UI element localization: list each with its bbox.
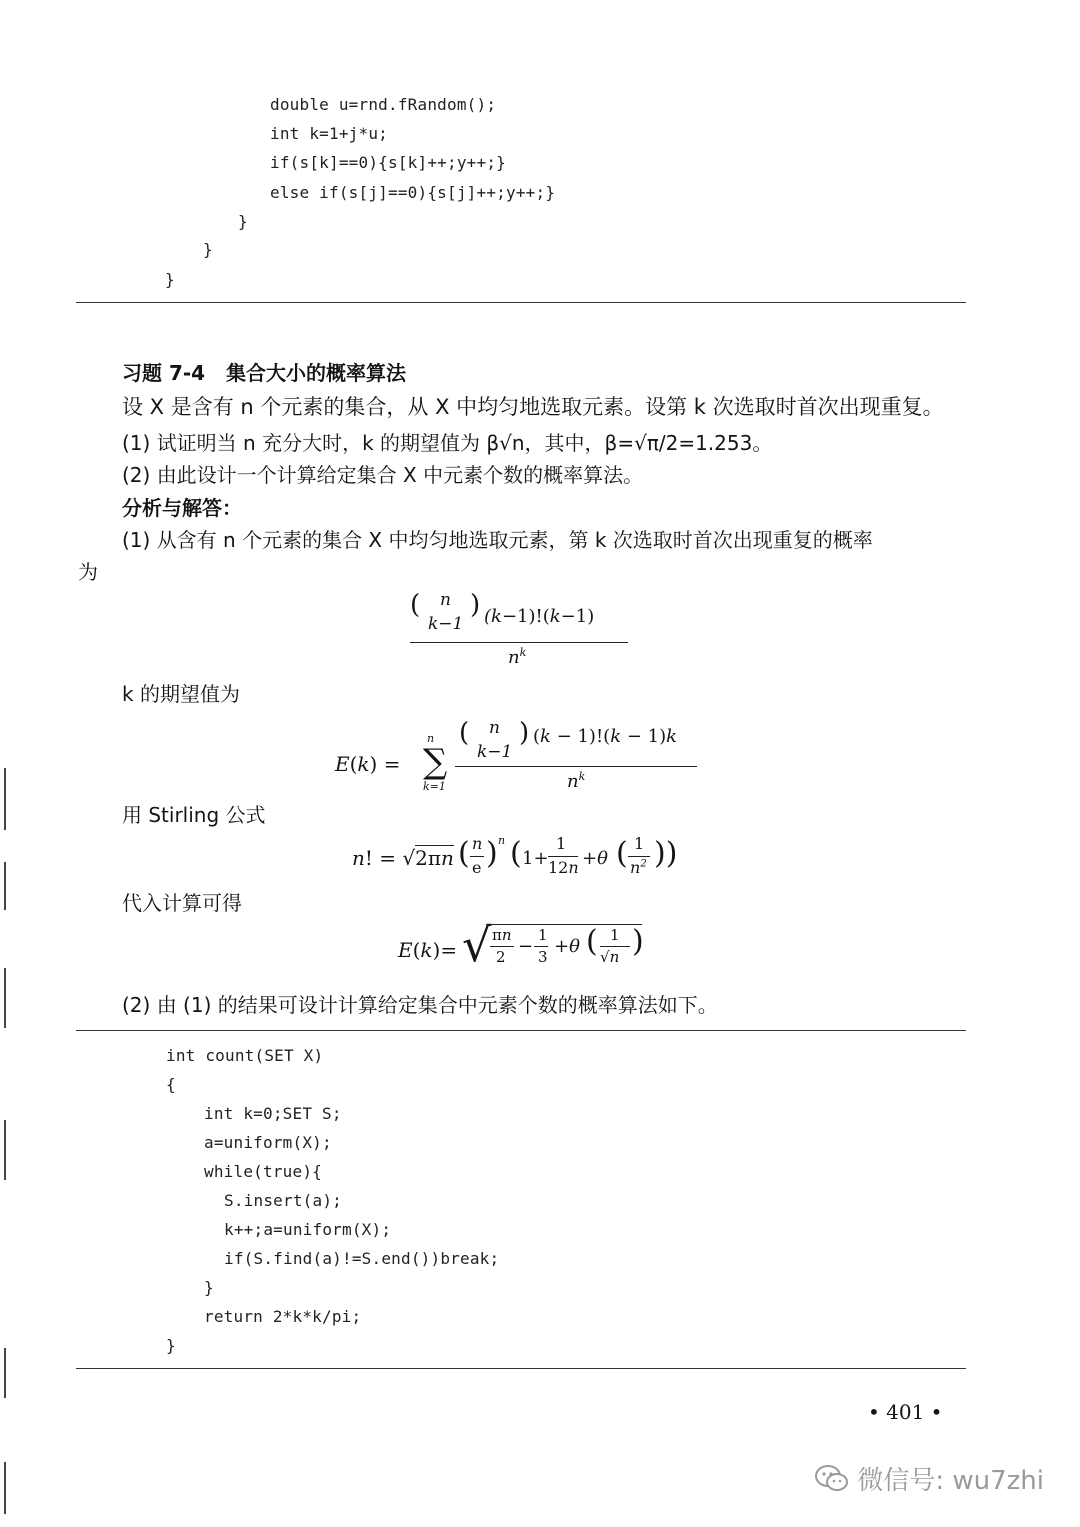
- expectation-label: k 的期望值为: [122, 682, 240, 706]
- scan-artifact: [4, 1120, 6, 1180]
- code-line: {: [166, 1075, 176, 1094]
- code-line: int k=0;SET S;: [204, 1104, 342, 1123]
- answer2: (2) 由 (1) 的结果可设计计算给定集合中元素个数的概率算法如下。: [122, 993, 718, 1017]
- code-line: }: [238, 212, 248, 231]
- divider: [76, 1368, 966, 1369]
- watermark-text: 微信号: wu7zhi: [857, 1466, 1044, 1496]
- scan-artifact: [4, 862, 6, 910]
- substitute-label: 代入计算可得: [122, 891, 242, 915]
- scan-artifact: [4, 968, 6, 1028]
- formula-expectation: E(k) = ∑ n k=1 ( n k−1 ) (k − 1)!(k − 1)k $n^k$: [335, 718, 715, 798]
- scan-artifact: [4, 768, 6, 830]
- code-line: double u=rnd.fRandom();: [270, 95, 497, 114]
- code-line: }: [203, 240, 213, 259]
- watermark: [815, 1460, 1044, 1497]
- formula-probability: ( n k−1 ) (k−1)!(k−1) $n^k$: [410, 590, 640, 670]
- code-line: }: [204, 1278, 214, 1297]
- divider: [76, 302, 966, 303]
- wechat-icon: [815, 1464, 849, 1494]
- code-line: int count(SET X): [166, 1046, 324, 1065]
- code-line: }: [165, 270, 175, 289]
- code-line: a=uniform(X);: [204, 1133, 332, 1152]
- stirling-label: 用 Stirling 公式: [122, 803, 266, 827]
- answer1-line1: (1) 从含有 n 个元素的集合 X 中均匀地选取元素，第 k 次选取时首次出现重复的概率: [122, 528, 873, 552]
- scan-artifact: [4, 1462, 6, 1514]
- exercise-part1: (1) 试证明当 n 充分大时，k 的期望值为 β√n，其中，β=√π/2=1.253。: [122, 431, 773, 455]
- code-line: }: [166, 1336, 176, 1355]
- answer1-line2: 为: [78, 560, 98, 584]
- exercise-statement: 设 X 是含有 n 个元素的集合，从 X 中均匀地选取元素。设第 k 次选取时首次出现重复。: [122, 395, 944, 419]
- code-line: if(S.find(a)!=S.end())break;: [224, 1249, 500, 1268]
- exercise-part2: (2) 由此设计一个计算给定集合 X 中元素个数的概率算法。: [122, 463, 644, 487]
- divider: [76, 1030, 966, 1031]
- code-line: else if(s[j]==0){s[j]++;y++;}: [270, 183, 556, 202]
- scan-artifact: [4, 1348, 6, 1398]
- formula-stirling: n! = √2πn ( n e ) n ( 1+ 1 12n +θ ( 1 $n^2$ )): [352, 834, 678, 877]
- page-number: • 401 •: [868, 1400, 943, 1424]
- analysis-title: 分析与解答：: [122, 496, 242, 520]
- exercise-heading: 习题 7-4 集合大小的概率算法: [122, 361, 406, 385]
- code-line: if(s[k]==0){s[k]++;y++;}: [270, 153, 506, 172]
- formula-result: E(k)= √ πn 2 − 1 3 +θ ( 1 √n ): [398, 918, 644, 972]
- code-line: return 2*k*k/pi;: [204, 1307, 362, 1326]
- code-line: int k=1+j*u;: [270, 124, 388, 143]
- code-line: S.insert(a);: [224, 1191, 342, 1210]
- code-line: while(true){: [204, 1162, 322, 1181]
- code-line: k++;a=uniform(X);: [224, 1220, 392, 1239]
